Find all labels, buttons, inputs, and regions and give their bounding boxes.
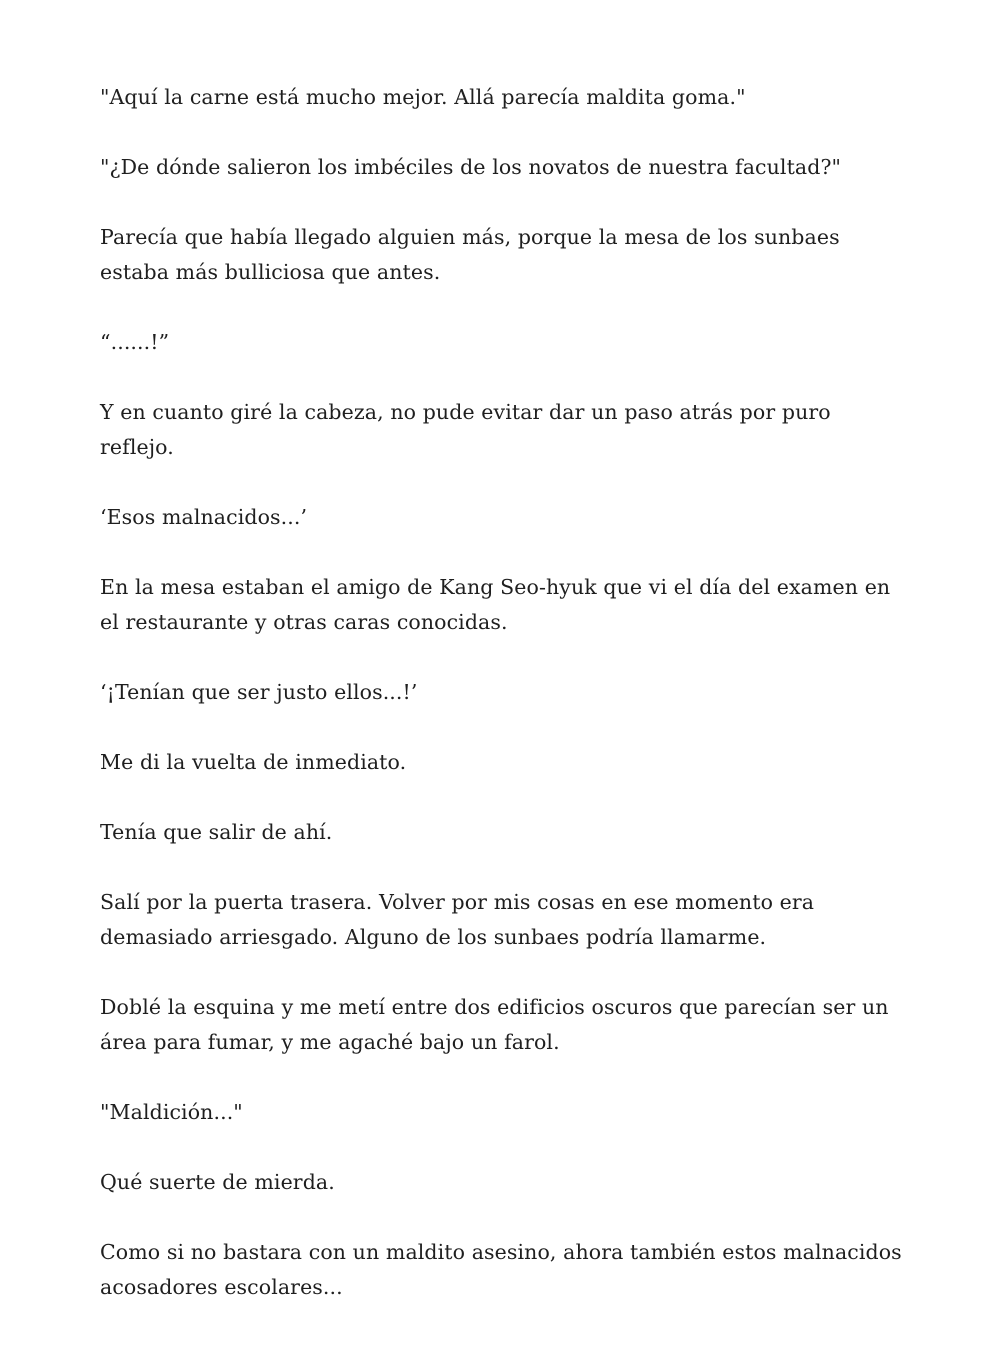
- paragraph-2: "¿De dónde salieron los imbéciles de los novatos de nuestra facultad?": [100, 155, 842, 179]
- paragraph-8: ‘¡Tenían que ser justo ellos...!’: [100, 680, 418, 704]
- paragraph-11: Salí por la puerta trasera. Volver por mis cosas en ese momento era demasiado arriesgado. Alguno de los sunbaes podría llamarme.: [100, 890, 815, 949]
- paragraph-10: Tenía que salir de ahí.: [100, 820, 333, 844]
- paragraph-4: “......!”: [100, 330, 170, 354]
- paragraph-5: Y en cuanto giré la cabeza, no pude evitar dar un paso atrás por puro reflejo.: [100, 400, 831, 459]
- paragraph-6: ‘Esos malnacidos...’: [100, 505, 308, 529]
- document-body: [100, 80, 910, 1340]
- paragraph-7: En la mesa estaban el amigo de Kang Seo-hyuk que vi el día del examen en el restaurante y otras caras conocidas.: [100, 575, 891, 634]
- paragraph-1: "Aquí la carne está mucho mejor. Allá parecía maldita goma.": [100, 85, 746, 109]
- paragraph-14: Qué suerte de mierda.: [100, 1170, 335, 1194]
- paragraph-15: Como si no bastara con un maldito asesino, ahora también estos malnacidos acosadores escolares...: [100, 1240, 902, 1299]
- paragraph-12: Doblé la esquina y me metí entre dos edificios oscuros que parecían ser un área para fumar, y me agaché bajo un farol.: [100, 995, 889, 1054]
- paragraph-3: Parecía que había llegado alguien más, porque la mesa de los sunbaes estaba más bulliciosa que antes.: [100, 225, 840, 284]
- paragraph-13: "Maldición...": [100, 1100, 243, 1124]
- paragraph-9: Me di la vuelta de inmediato.: [100, 750, 407, 774]
